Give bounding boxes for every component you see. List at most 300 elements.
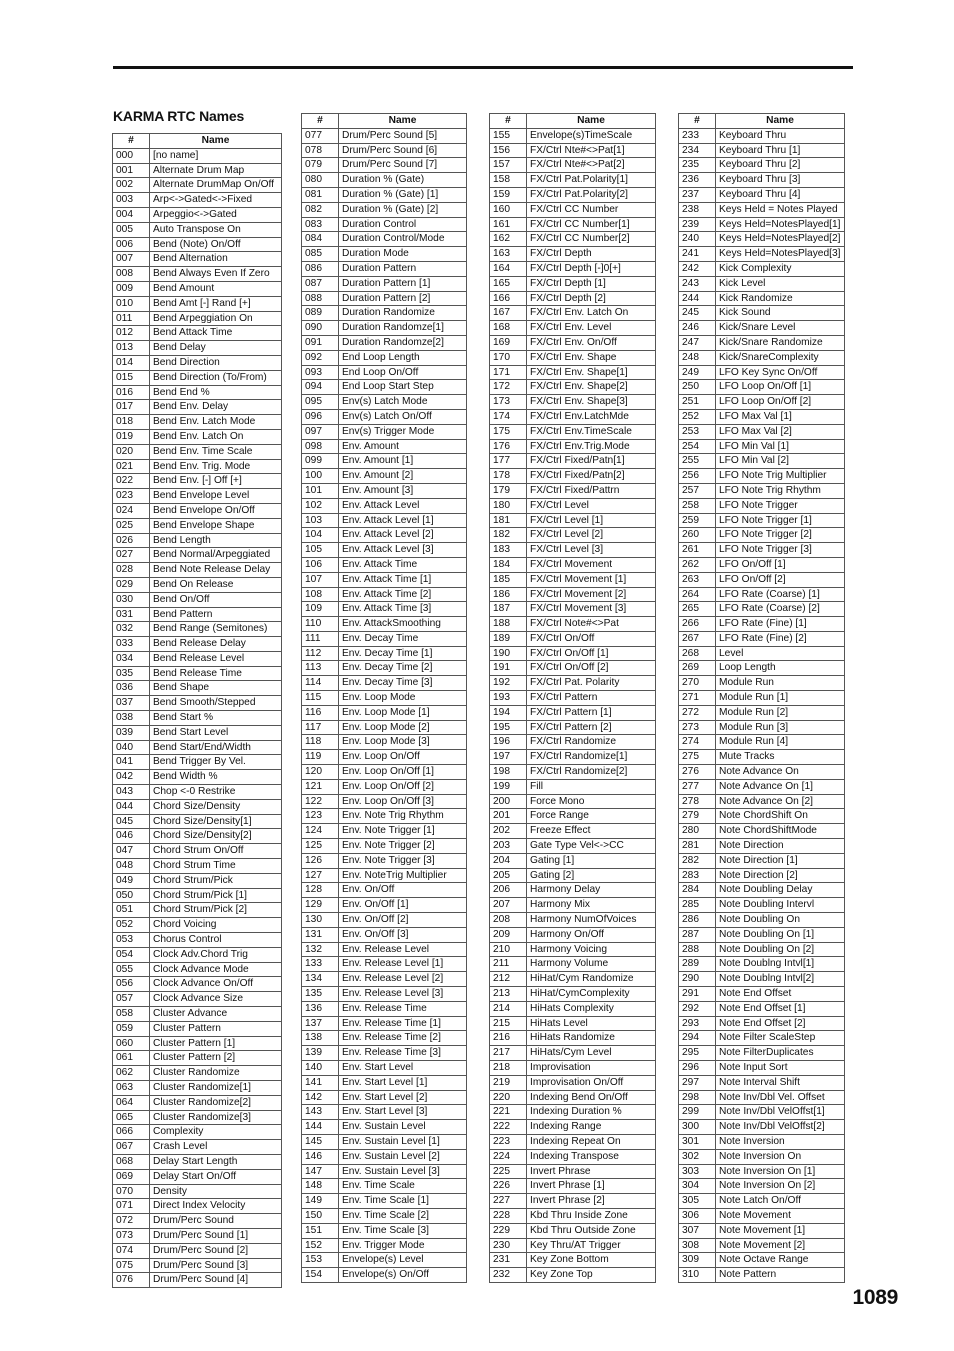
table-row	[490, 853, 656, 868]
table-row	[679, 321, 845, 336]
rtc-number: 129	[302, 898, 339, 913]
table-row	[490, 498, 656, 513]
rtc-name: Note Doubling On [2]	[716, 942, 845, 957]
table-row	[679, 1208, 845, 1223]
rtc-name: Bend Smooth/Stepped	[150, 696, 282, 711]
rtc-number: 167	[490, 306, 527, 321]
table-row	[490, 676, 656, 691]
rtc-name: Note Latch On/Off	[716, 1194, 845, 1209]
table-row	[302, 631, 467, 646]
rtc-number: 282	[679, 853, 716, 868]
table-row	[113, 311, 282, 326]
table-row	[113, 1036, 282, 1051]
table-row	[490, 543, 656, 558]
rtc-name: Bend Envelope Shape	[150, 518, 282, 533]
rtc-number: 229	[490, 1223, 527, 1238]
rtc-name: Alternate Drum Map	[150, 163, 282, 178]
rtc-name: Cluster Advance	[150, 1007, 282, 1022]
rtc-name: Bend Env. Latch On	[150, 429, 282, 444]
rtc-name: Envelope(s) Level	[339, 1253, 467, 1268]
table-row	[113, 755, 282, 770]
rtc-number: 078	[302, 143, 339, 158]
rtc-number: 171	[490, 365, 527, 380]
rtc-number: 145	[302, 1134, 339, 1149]
table-row	[113, 1051, 282, 1066]
rtc-name: HiHats Level	[527, 1016, 656, 1031]
table-row	[113, 770, 282, 785]
table-row	[113, 1125, 282, 1140]
table-row	[113, 814, 282, 829]
table-row	[490, 158, 656, 173]
table-row	[113, 577, 282, 592]
rtc-name: Cluster Randomize	[150, 1066, 282, 1081]
rtc-name: FX/Ctrl CC Number[2]	[527, 232, 656, 247]
table-row	[113, 370, 282, 385]
table-row	[113, 992, 282, 1007]
rtc-name: Env. Release Time	[339, 1001, 467, 1016]
rtc-number: 202	[490, 824, 527, 839]
rtc-name: Bend Env. Trig. Mode	[150, 459, 282, 474]
rtc-name: LFO Loop On/Off [2]	[716, 395, 845, 410]
rtc-number: 251	[679, 395, 716, 410]
table-row	[113, 1110, 282, 1125]
table-row	[113, 873, 282, 888]
rtc-number: 035	[113, 666, 150, 681]
rtc-number: 062	[113, 1066, 150, 1081]
table-row	[113, 1081, 282, 1096]
table-row	[490, 1179, 656, 1194]
rtc-number: 098	[302, 439, 339, 454]
rtc-number: 120	[302, 765, 339, 780]
table-row	[679, 972, 845, 987]
table-row	[679, 1090, 845, 1105]
table-row	[302, 898, 467, 913]
rtc-number: 166	[490, 291, 527, 306]
rtc-number: 257	[679, 483, 716, 498]
table-row	[302, 498, 467, 513]
table-row	[302, 1120, 467, 1135]
rtc-number: 287	[679, 927, 716, 942]
table-row	[490, 1046, 656, 1061]
table-row	[302, 291, 467, 306]
rtc-name: HiHat/Cym Randomize	[527, 972, 656, 987]
rtc-number: 300	[679, 1120, 716, 1135]
table-row	[302, 720, 467, 735]
rtc-name: Note Advance On	[716, 765, 845, 780]
rtc-name: Duration Control/Mode	[339, 232, 467, 247]
table-row	[679, 1016, 845, 1031]
table-row	[302, 705, 467, 720]
rtc-number: 205	[490, 868, 527, 883]
rtc-name: Env. On/Off [2]	[339, 913, 467, 928]
table-row	[113, 459, 282, 474]
rtc-name: Improvisation On/Off	[527, 1075, 656, 1090]
table-row	[679, 750, 845, 765]
rtc-name: Kick Randomize	[716, 291, 845, 306]
table-row	[679, 1001, 845, 1016]
page-number: 1089	[852, 1286, 898, 1309]
table-row	[113, 666, 282, 681]
table-row	[490, 927, 656, 942]
rtc-name: LFO Max Val [1]	[716, 409, 845, 424]
table-row	[113, 267, 282, 282]
rtc-name: Env. Time Scale [1]	[339, 1194, 467, 1209]
table-row	[113, 1258, 282, 1273]
table-row	[113, 429, 282, 444]
rtc-number: 021	[113, 459, 150, 474]
table-row	[490, 1001, 656, 1016]
rtc-number: 295	[679, 1046, 716, 1061]
rtc-name: Cluster Pattern [2]	[150, 1051, 282, 1066]
table-row	[679, 513, 845, 528]
rtc-number: 056	[113, 977, 150, 992]
header-rule	[113, 66, 853, 69]
table-row	[302, 794, 467, 809]
rtc-name: FX/Ctrl Env. Shape[1]	[527, 365, 656, 380]
rtc-number: 245	[679, 306, 716, 321]
table-row	[679, 143, 845, 158]
rtc-number: 223	[490, 1134, 527, 1149]
table-row	[679, 498, 845, 513]
table-row	[490, 1238, 656, 1253]
rtc-name: Arpeggio<->Gated	[150, 207, 282, 222]
table-row	[490, 365, 656, 380]
table-row	[302, 809, 467, 824]
rtc-number: 214	[490, 1001, 527, 1016]
rtc-number: 206	[490, 883, 527, 898]
table-row	[490, 424, 656, 439]
rtc-number: 277	[679, 779, 716, 794]
rtc-number: 187	[490, 602, 527, 617]
rtc-name: Drum/Perc Sound [1]	[150, 1228, 282, 1243]
rtc-name: Bend Width %	[150, 770, 282, 785]
table-row	[302, 987, 467, 1002]
table-row	[490, 1105, 656, 1120]
rtc-name: Module Run [4]	[716, 735, 845, 750]
rtc-name: LFO Max Val [2]	[716, 424, 845, 439]
table-row	[490, 143, 656, 158]
rtc-number: 165	[490, 276, 527, 291]
rtc-name: Cluster Randomize[2]	[150, 1095, 282, 1110]
table-row	[679, 454, 845, 469]
rtc-name: Cluster Pattern [1]	[150, 1036, 282, 1051]
rtc-number: 103	[302, 513, 339, 528]
table-row	[113, 1169, 282, 1184]
rtc-number: 001	[113, 163, 150, 178]
rtc-name: Chord Size/Density[2]	[150, 829, 282, 844]
rtc-number: 208	[490, 913, 527, 928]
table-row	[302, 380, 467, 395]
rtc-name: Env. On/Off	[339, 883, 467, 898]
table-row	[113, 1214, 282, 1229]
rtc-number: 238	[679, 202, 716, 217]
rtc-name: LFO Rate (Coarse) [1]	[716, 587, 845, 602]
rtc-name: Bend Release Level	[150, 651, 282, 666]
table-row	[113, 341, 282, 356]
rtc-name: Clock Adv.Chord Trig	[150, 947, 282, 962]
table-row	[679, 1075, 845, 1090]
rtc-number: 046	[113, 829, 150, 844]
table-row	[490, 439, 656, 454]
rtc-name: Envelope(s)TimeScale	[527, 128, 656, 143]
rtc-table-2	[301, 113, 467, 1283]
rtc-number: 286	[679, 913, 716, 928]
rtc-number: 123	[302, 809, 339, 824]
rtc-name: Env. Note Trig Rhythm	[339, 809, 467, 824]
rtc-name: LFO Note Trigger [1]	[716, 513, 845, 528]
table-row	[679, 1194, 845, 1209]
table-row	[113, 252, 282, 267]
table-row	[113, 533, 282, 548]
rtc-number: 026	[113, 533, 150, 548]
rtc-name: Harmony NumOfVoices	[527, 913, 656, 928]
rtc-number: 084	[302, 232, 339, 247]
rtc-number: 310	[679, 1268, 716, 1283]
rtc-number: 067	[113, 1140, 150, 1155]
table-row	[679, 1149, 845, 1164]
rtc-name: Env. Loop On/Off [1]	[339, 765, 467, 780]
table-row	[490, 306, 656, 321]
rtc-number: 052	[113, 918, 150, 933]
table-row	[679, 868, 845, 883]
table-row	[302, 735, 467, 750]
table-row	[113, 563, 282, 578]
rtc-name: Duration Randomze[2]	[339, 335, 467, 350]
table-row	[679, 646, 845, 661]
table-row	[490, 395, 656, 410]
table-row	[490, 1075, 656, 1090]
table-row	[490, 202, 656, 217]
rtc-number: 127	[302, 868, 339, 883]
rtc-number: 107	[302, 572, 339, 587]
table-row	[490, 454, 656, 469]
rtc-name: Env. Amount [1]	[339, 454, 467, 469]
rtc-name: Bend Envelope Level	[150, 489, 282, 504]
table-row	[490, 913, 656, 928]
table-row	[302, 676, 467, 691]
rtc-name: Fill	[527, 779, 656, 794]
rtc-number: 101	[302, 483, 339, 498]
rtc-number: 029	[113, 577, 150, 592]
table-row	[679, 691, 845, 706]
rtc-number: 118	[302, 735, 339, 750]
table-row	[302, 617, 467, 632]
rtc-name: Duration % (Gate) [2]	[339, 202, 467, 217]
rtc-number: 081	[302, 187, 339, 202]
table-row	[302, 913, 467, 928]
rtc-name: LFO Rate (Fine) [1]	[716, 617, 845, 632]
rtc-name: Bend Amount	[150, 281, 282, 296]
rtc-number: 114	[302, 676, 339, 691]
rtc-name: FX/Ctrl Level [1]	[527, 513, 656, 528]
table-row	[113, 711, 282, 726]
rtc-name: Bend Range (Semitones)	[150, 622, 282, 637]
table-row	[113, 355, 282, 370]
rtc-name: [no name]	[150, 148, 282, 163]
table-row	[113, 503, 282, 518]
rtc-name: Env. Loop On/Off [3]	[339, 794, 467, 809]
rtc-name: Chord Strum/Pick	[150, 873, 282, 888]
rtc-number: 088	[302, 291, 339, 306]
rtc-name: FX/Ctrl Pat. Polarity	[527, 676, 656, 691]
table-row	[490, 602, 656, 617]
rtc-name: Note Direction [2]	[716, 868, 845, 883]
table-row	[113, 1021, 282, 1036]
rtc-name: FX/Ctrl Env.TimeScale	[527, 424, 656, 439]
table-row	[490, 987, 656, 1002]
table-row	[679, 395, 845, 410]
table-row	[490, 765, 656, 780]
rtc-number: 172	[490, 380, 527, 395]
rtc-name: LFO Note Trigger	[716, 498, 845, 513]
rtc-name: Module Run [1]	[716, 691, 845, 706]
table-row	[679, 276, 845, 291]
rtc-number: 283	[679, 868, 716, 883]
table-row	[490, 1268, 656, 1283]
table-row	[113, 281, 282, 296]
rtc-number: 168	[490, 321, 527, 336]
rtc-name: Invert Phrase [2]	[527, 1194, 656, 1209]
rtc-number: 259	[679, 513, 716, 528]
table-row	[302, 750, 467, 765]
rtc-name: Drum/Perc Sound [4]	[150, 1273, 282, 1288]
rtc-name: Bend Alternation	[150, 252, 282, 267]
rtc-number: 124	[302, 824, 339, 839]
table-row	[679, 1061, 845, 1076]
table-row	[113, 148, 282, 163]
rtc-number: 299	[679, 1105, 716, 1120]
rtc-name: Env. On/Off [1]	[339, 898, 467, 913]
rtc-number: 289	[679, 957, 716, 972]
table-row	[113, 933, 282, 948]
rtc-number: 156	[490, 143, 527, 158]
table-row	[302, 957, 467, 972]
rtc-number: 306	[679, 1208, 716, 1223]
rtc-number: 236	[679, 173, 716, 188]
table-row	[302, 1268, 467, 1283]
rtc-number: 066	[113, 1125, 150, 1140]
table-row	[679, 335, 845, 350]
rtc-number: 155	[490, 128, 527, 143]
rtc-name: LFO Min Val [2]	[716, 454, 845, 469]
rtc-name: FX/Ctrl Depth [2]	[527, 291, 656, 306]
table-row	[679, 1105, 845, 1120]
rtc-number: 263	[679, 572, 716, 587]
rtc-number: 006	[113, 237, 150, 252]
table-row	[302, 513, 467, 528]
rtc-name: Chorus Control	[150, 933, 282, 948]
rtc-name: Env. Attack Level [2]	[339, 528, 467, 543]
table-row	[679, 1046, 845, 1061]
table-row	[679, 913, 845, 928]
rtc-number: 280	[679, 824, 716, 839]
rtc-number: 188	[490, 617, 527, 632]
rtc-number: 248	[679, 350, 716, 365]
rtc-name: FX/Ctrl Env.Trig.Mode	[527, 439, 656, 454]
table-row	[113, 1273, 282, 1288]
table-row	[490, 1253, 656, 1268]
rtc-number: 221	[490, 1105, 527, 1120]
rtc-name: Env. Start Level [1]	[339, 1075, 467, 1090]
table-row	[679, 617, 845, 632]
rtc-name: Bend Start %	[150, 711, 282, 726]
rtc-name: Env. Loop Mode [1]	[339, 705, 467, 720]
table-row	[302, 1164, 467, 1179]
rtc-number: 250	[679, 380, 716, 395]
rtc-number: 179	[490, 483, 527, 498]
rtc-number: 234	[679, 143, 716, 158]
table-row	[302, 1134, 467, 1149]
rtc-number: 184	[490, 557, 527, 572]
rtc-number: 034	[113, 651, 150, 666]
rtc-number: 279	[679, 809, 716, 824]
rtc-number: 018	[113, 415, 150, 430]
rtc-name: FX/Ctrl Pattern	[527, 691, 656, 706]
rtc-name: Note Doublng Intvl[1]	[716, 957, 845, 972]
rtc-number: 242	[679, 261, 716, 276]
rtc-number: 226	[490, 1179, 527, 1194]
rtc-name: Indexing Duration %	[527, 1105, 656, 1120]
rtc-number: 197	[490, 750, 527, 765]
rtc-number: 163	[490, 247, 527, 262]
rtc-name: Note Interval Shift	[716, 1075, 845, 1090]
rtc-name: End Loop Start Step	[339, 380, 467, 395]
table-row	[679, 572, 845, 587]
rtc-number: 183	[490, 543, 527, 558]
rtc-number: 149	[302, 1194, 339, 1209]
rtc-number: 186	[490, 587, 527, 602]
rtc-number: 150	[302, 1208, 339, 1223]
table-row	[490, 1031, 656, 1046]
rtc-name: FX/Ctrl Level [2]	[527, 528, 656, 543]
rtc-number: 130	[302, 913, 339, 928]
rtc-name: Env. Release Level	[339, 942, 467, 957]
rtc-number: 007	[113, 252, 150, 267]
rtc-name: Note Octave Range	[716, 1253, 845, 1268]
rtc-number: 015	[113, 370, 150, 385]
table-row	[679, 173, 845, 188]
table-row	[302, 824, 467, 839]
rtc-number: 074	[113, 1243, 150, 1258]
rtc-number: 086	[302, 261, 339, 276]
table-row	[113, 237, 282, 252]
rtc-number: 017	[113, 400, 150, 415]
table-row	[113, 607, 282, 622]
table-row	[302, 1061, 467, 1076]
rtc-number: 207	[490, 898, 527, 913]
table-row	[302, 661, 467, 676]
rtc-number: 050	[113, 888, 150, 903]
rtc-number: 185	[490, 572, 527, 587]
table-row	[679, 779, 845, 794]
rtc-number: 106	[302, 557, 339, 572]
rtc-number: 227	[490, 1194, 527, 1209]
rtc-number: 135	[302, 987, 339, 1002]
table-row	[490, 868, 656, 883]
table-row	[490, 291, 656, 306]
table-row	[302, 1194, 467, 1209]
rtc-number: 269	[679, 661, 716, 676]
rtc-name: Env. Attack Time	[339, 557, 467, 572]
rtc-name: FX/Ctrl Depth [-]0[+]	[527, 261, 656, 276]
table-row	[679, 720, 845, 735]
table-row	[490, 839, 656, 854]
table-row	[113, 193, 282, 208]
table-row	[302, 853, 467, 868]
rtc-number: 069	[113, 1169, 150, 1184]
rtc-name: Keys Held=NotesPlayed[3]	[716, 247, 845, 262]
column-header-number: #	[679, 114, 716, 129]
